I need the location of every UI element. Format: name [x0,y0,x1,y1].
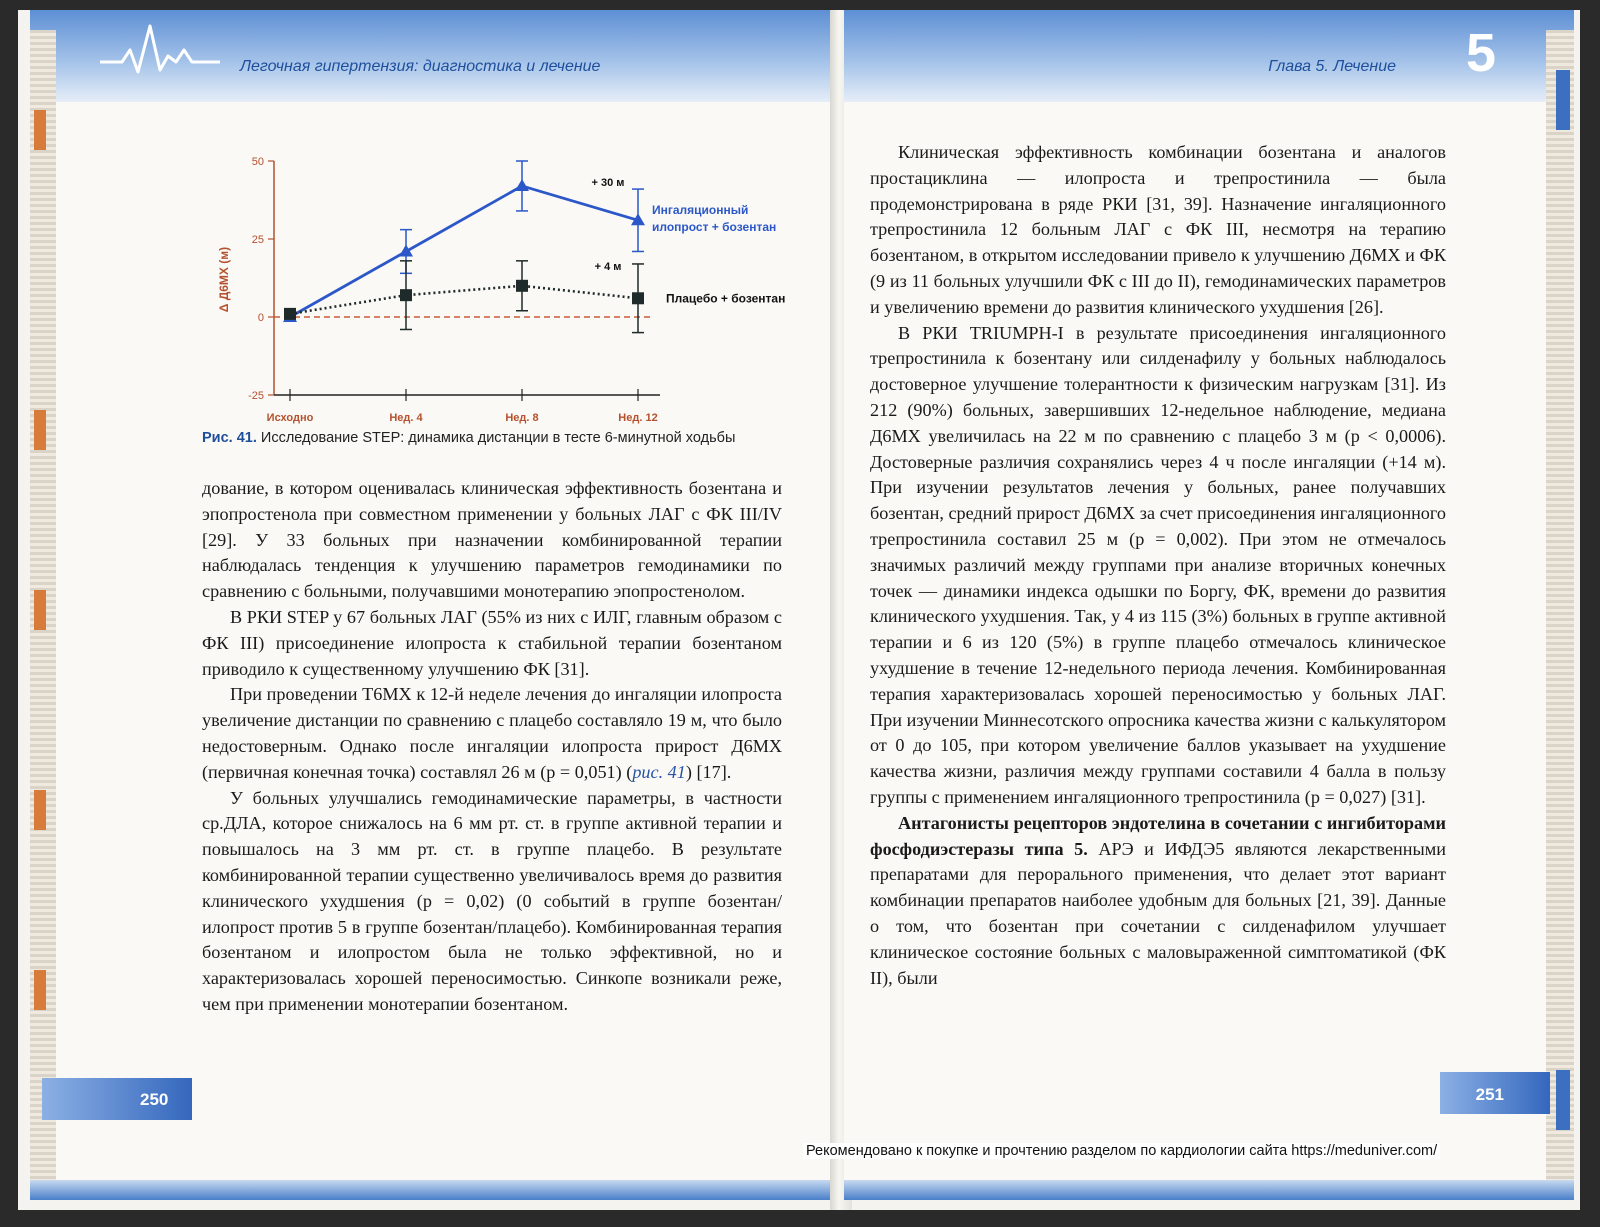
right-footer-band [844,1180,1574,1200]
y-tick-label: -25 [248,390,264,402]
right-paragraph-3-text: АРЭ и ИФДЭ5 являются лекарственными препаратами для перорального применения, что делает этот вариант комбинации препаратов наиболее удобным для больных [21, 39]. Данные о том, что бозентан при сочетании с силденафилом улучшает клиническое состояние больных с маловыраженной симптоматикой (ФК II), были [870,838,1446,988]
left-paragraph-3-text: При проведении Т6МХ к 12-й неделе лечения до ингаляции илопроста увеличение дистанции по сравнению с плацебо составляло 19 м, что было недостоверным. Однако после ингаляции илопроста прирост Д6МХ (первичная конечная точка) составлял 26 м (p = 0,051) ( [202,684,782,782]
figure-caption [202,430,735,446]
series-annotation-1: + 30 м [591,176,625,189]
y-tick-label: 50 [251,156,264,168]
step-chart [210,128,790,458]
right-page-number: 251 [1475,1085,1504,1104]
left-footer-band [30,1180,842,1200]
figure-caption-text: Исследование STEP: динамика дистанции в тесте 6-минутной ходьбы [260,430,736,446]
data-point-triangle [515,179,529,191]
data-point-triangle [399,244,413,256]
right-paragraph-3 [870,811,1446,992]
data-point-square [284,308,296,320]
left-paragraph-3 [202,682,782,785]
running-header-right: Глава 5. Лечение [1268,58,1396,75]
legend-label-series-1-line-1: Ингаляционный [652,203,749,218]
running-header-left: Легочная гипертензия: диагностика и лечение [240,58,601,75]
x-tick-label: Нед. 8 [505,412,539,424]
series-annotation-2: + 4 м [594,261,622,274]
y-axis-label: Δ Д6МХ (м) [217,246,231,313]
chapter-number: 5 [1465,23,1496,83]
x-tick-label: Нед. 4 [389,412,423,424]
right-page-edges [1546,30,1574,1200]
heartbeat-logo-icon [100,20,220,80]
left-paragraph-3-end: ) [17]. [685,761,732,782]
series-line-1 [290,186,638,317]
right-body-text [870,140,1446,991]
right-paragraph-3-heading: Антагонисты рецепторов эндотелина в сочетании с ингибиторами фосфодиэстеразы типа 5. [870,812,1446,859]
data-point-square [632,292,644,304]
left-paragraph-2: В РКИ STEP у 67 больных ЛАГ (55% из них с ИЛГ, главным образом с ФК III) присоединение илопроста к стабильной терапии бозентаном приводило к существенному улучшению ФК [31]. [202,606,782,679]
left-body-text [202,476,782,1018]
right-paragraph-2: В РКИ TRIUMPH-I в результате присоединения ингаляционного трепростинила к бозентану или силденафилу у больных наблюдалось достоверное улучшение толерантности к физическим нагрузкам [31]. Из 212 (90%) больных, завершивших 12-недельное наблюдение, медиана Д6МХ увеличилась на 22 м по сравнению с плацебо 3 м (p < 0,0006). Достоверные различия сохранялись через 4 ч после ингаляции (+14 м). При изучении результатов лечения у больных, ранее получавших бозентан, средний прирост Д6МХ за счет присоединения ингаляционного трепростинила составил 25 м (p = 0,002). При этом не отмечалось значимых различий между группами при анализе вторичных конечных точек — динамики индекса одышки по Боргу, ФК, времени до развития клинического ухудшения. Так, у 4 из 115 (3%) больных в группе активной терапии и 6 из 120 (5%) в группе плацебо отмечалось клиническое ухудшение в течение 12-недельного периода лечения. Комбинированная терапия характеризовалась хорошей переносимостью у больных ЛАГ. При изучении Миннесотского опросника качества жизни с калькулятором от 0 до 105, при котором увеличение баллов указывает на ухудшение качества жизни, различия между группами составили 4 балла в пользу группы с применением ингаляционного трепростинила (p = 0,027) [31]. [870,322,1446,807]
left-page [30,10,842,1200]
x-tick-label: Нед. 12 [618,412,658,424]
left-paragraph-1: дование, в котором оценивалась клиническая эффективность бозентана и эпопростенола при совместном применении у больных ЛАГ с ФК III/IV [29]. У 33 больных при назначении комбинированной терапии наблюдалась тенденция к улучшению параметров гемодинамики по сравнению с больными, получавшими монотерапию эпопростенолом. [202,478,782,602]
right-header-band [844,10,1574,102]
y-tick-label: 25 [251,234,264,246]
right-page [844,10,1574,1200]
figure-caption-label: Рис. 41. [202,430,257,446]
left-page-edges [30,30,56,1200]
series-line-2 [290,286,638,314]
footer-recommendation: Рекомендовано к покупке и прочтению разделом по кардиологии сайта https://meduniver.com/ [803,1143,1440,1159]
x-tick-label: Исходно [266,412,314,424]
right-paragraph-1: Клиническая эффективность комбинации бозентана и аналогов простациклина — илопроста и трепростинила — была продемонстрирована в ряде РКИ [31, 39]. Назначение ингаляционного трепростинила 12 больным ЛАГ с ФК III, несмотря на терапию бозентаном, в открытом исследовании привело к улучшению Д6МХ и ФК (9 из 11 больных улучшили ФК с III до II), гемодинамических параметров и увеличению времени до развития клинического ухудшения [26]. [870,142,1446,317]
legend-label-series-2: Плацебо + бозентан [666,291,786,306]
data-point-square [516,280,528,292]
book-spread [18,10,1580,1210]
left-page-number-bar [42,1078,192,1120]
legend-label-series-1-line-2: илопрост + бозентан [652,220,777,235]
figure-reference-link[interactable]: рис. 41 [632,761,686,782]
left-page-number: 250 [140,1090,169,1109]
left-paragraph-4: У больных улучшались гемодинамические параметры, в частности ср.ДЛА, которое снижалось на 6 мм рт. ст. в группе активной терапии и повышалось на 3 мм рт. ст. в группе плацебо. В результате комбинированной терапии существенно увеличивалось время до развития клинического ухудшения (p = 0,02) (0 событий в группе бозентан/илопрост против 5 в группе бозентан/плацебо). Комбинированная терапия бозентаном и илопростом была не только эффективной, но и характеризовалась хорошей переносимостью. Синкопе возникали реже, чем при применении монотерапии бозентаном. [202,787,782,1014]
y-tick-label: 0 [257,312,264,324]
data-point-square [400,289,412,301]
